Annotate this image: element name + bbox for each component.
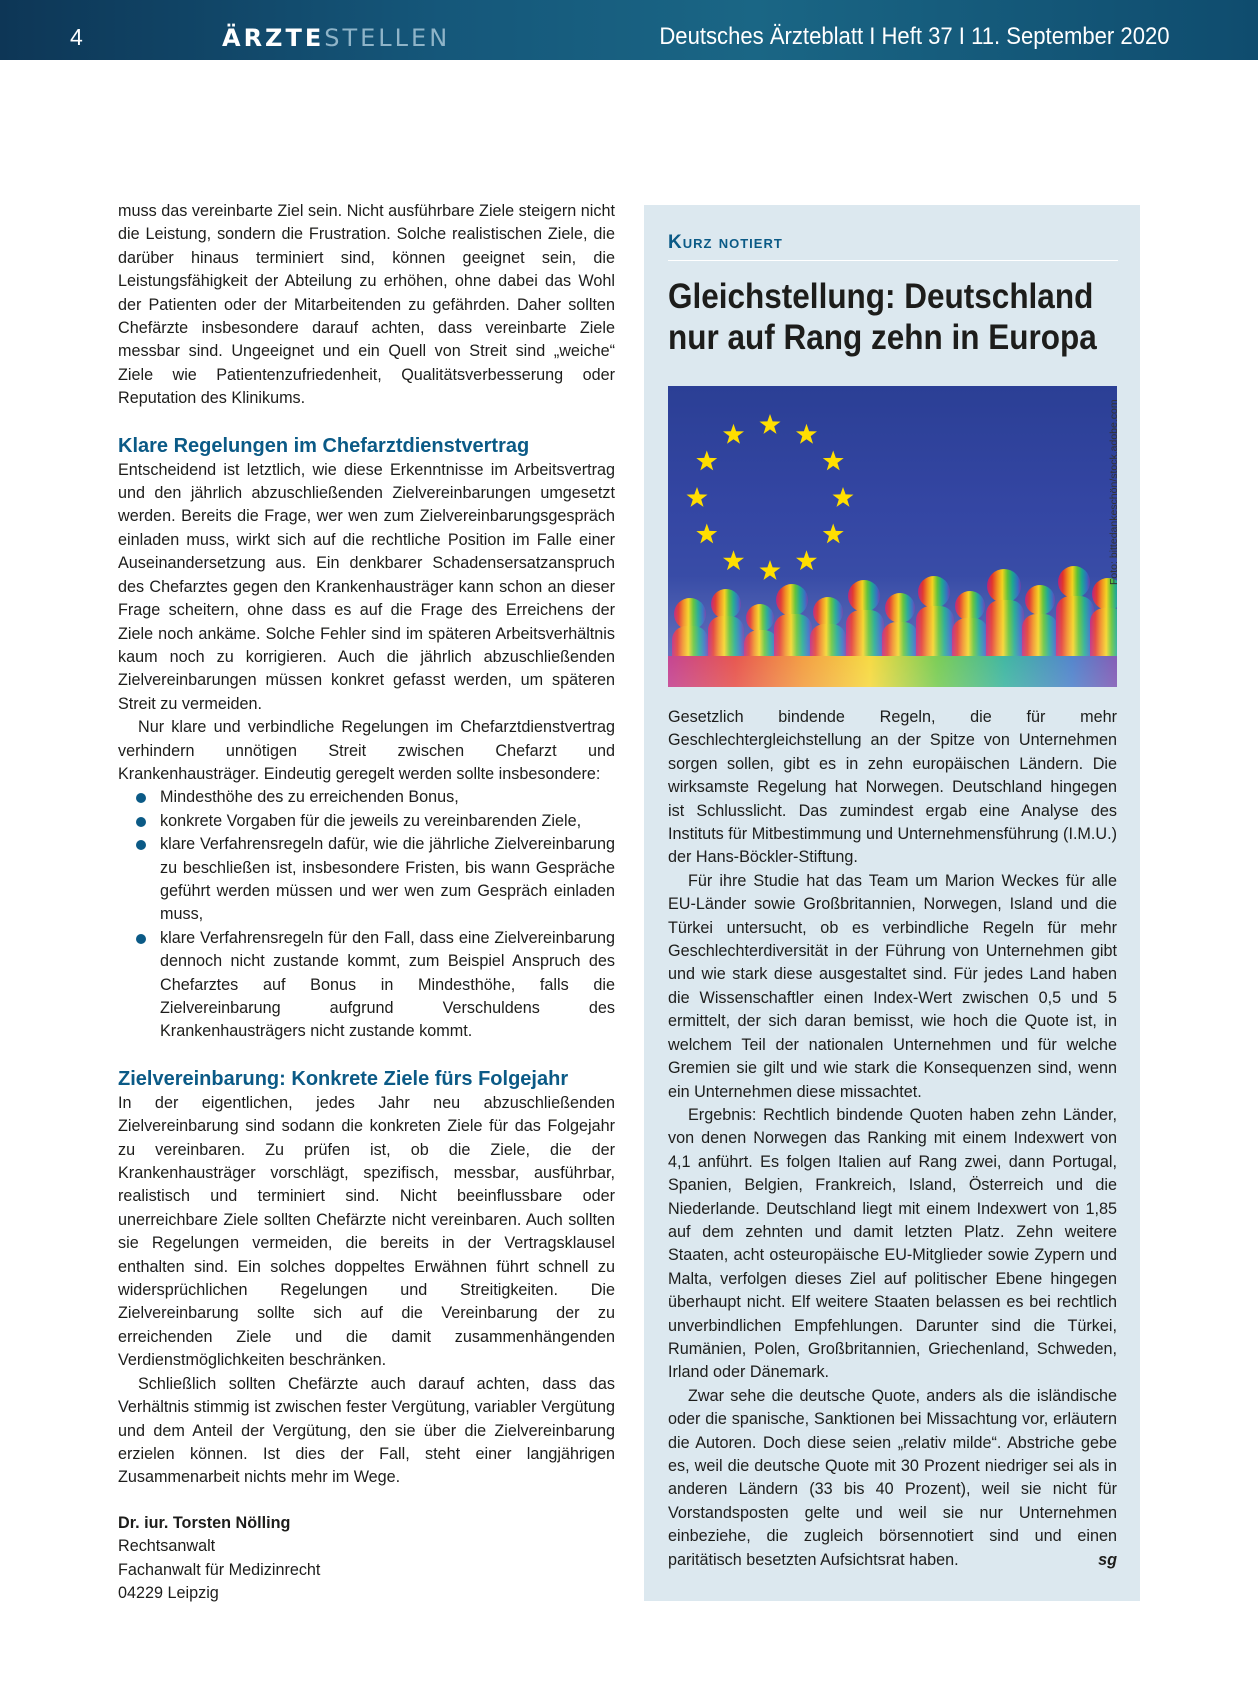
star-icon <box>823 451 844 471</box>
paragraph <box>668 1385 1117 1572</box>
bullet-icon <box>136 840 146 850</box>
eu-stars-graphic <box>668 386 1117 687</box>
list-item <box>118 833 615 927</box>
paragraph: Ergebnis: Rechtlich bindende Quoten haben zehn Länder, von denen Norwegen das Ranking mit einem Indexwert von 4,1 anführt. Es folgen Italien auf Rang zwei, dann Portugal, Spanien, Belgien, Frankreich, Island, Österreich und die Niederlande. Deutschland liegt mit einem Indexwert von 1,85 auf dem zehnten und damit letzten Platz. Zehn weitere Staaten, acht osteuropäische EU-Mitglieder sowie Zypern und Malta, verfolgen dieses Ziel auf politischer Ebene hingegen überhaupt nicht. Elf weitere Staaten belassen es bei rechtlich unverbindlichen Empfehlungen. Darunter sind die Türkei, Rumänien, Polen, Großbritannien, Griechenland, Schweden, Irland oder Dänemark. <box>668 1105 1117 1382</box>
logo-part-2: STELLEN <box>324 24 451 52</box>
headline-line-1: Gleichstellung: Deutschland <box>668 277 1094 316</box>
bullet-list <box>118 786 615 1043</box>
list-item <box>118 786 615 809</box>
list-item-text: konkrete Vorgaben für die jeweils zu vereinbarenden Ziele, <box>160 811 582 830</box>
author-specialty: Fachanwalt für Medizinrecht <box>118 1560 321 1579</box>
paragraph: Entscheidend ist letztlich, wie diese Erkenntnisse im Arbeitsvertrag und den jährlich abzuschließenden Zielvereinbarungen umgesetzt werden. Bereits die Frage, wer wen zum Zielvereinbarungsgespräch einladen muss, wirkt sich auf die rechtliche Position im Falle einer Auseinandersetzung aus. Ein denkbarer Schadensersatzanspruch des Chefarztes gegen den Krankenhausträger kann schon an dieser Frage scheitern, ohne dass es auf die Frage des Erreichens der Ziele noch ankäme. Solche Fehler sind im späteren Arbeitsverhältnis kaum noch zu korrigieren. Auch die jährlich abzuschließenden Zielvereinbarungen müssen konkret gefasst werden, um späteren Streit zu vermeiden. <box>118 460 615 713</box>
list-item <box>118 927 615 1044</box>
paragraph-text: Zwar sehe die deutsche Quote, anders als die isländische oder die spanische, Sanktionen bei Missachtung vor, erläutern die Autoren. Doch diese seien „relativ milde“. Abstriche gebe es, weil die deutsche Quote mit 30 Prozent niedriger sei als in anderen Ländern (33 bis 40 Prozent), weil sie nicht für Vorstandsposten gelte und weil sie nur Unternehmen einbeziehe, die zugleich börsennotiert sind und einen paritätisch besetzten Aufsichtsrat haben. <box>668 1386 1117 1569</box>
list-item <box>118 810 615 833</box>
paragraph: Schließlich sollten Chefärzte auch darauf achten, dass das Verhältnis stimmig ist zwischen fester Vergütung, variabler Vergütung und dem Anteil der Vergütung, den sie über die Zielvereinbarung erzielen können. Ist dies der Fall, steht einer langjährigen Zusammenarbeit nichts mehr im Wege. <box>118 1374 615 1487</box>
author-signature: sg <box>1098 1550 1117 1569</box>
star-icon <box>696 524 717 544</box>
author-name: Dr. iur. Torsten Nölling <box>118 1513 291 1532</box>
star-icon <box>723 550 744 570</box>
section-heading: Klare Regelungen im Chefarztdienstvertrag <box>118 434 530 457</box>
box-body <box>668 706 1117 1572</box>
news-box <box>644 205 1140 1601</box>
journal-issue: Deutsches Ärzteblatt I Heft 37 I 11. September 2020 <box>659 23 1170 50</box>
page-header <box>0 0 1258 60</box>
list-item-text: Mindesthöhe des zu erreichenden Bonus, <box>160 788 459 807</box>
star-icon <box>833 487 854 507</box>
paragraph: Gesetzlich bindende Regeln, die für mehr Geschlechtergleichstellung an der Spitze von Unternehmen sorgen sollen, gibt es in zehn europäischen Ländern. Die wirksamste Regelung hat Norwegen. Deutschland hingegen ist Schlusslicht. Das zumindest ergab eine Analyse des Instituts für Mitbestimmung und Unternehmensführung (I.M.U.) der Hans-Böckler-Stiftung. <box>668 708 1117 867</box>
paragraph: Nur klare und verbindliche Regelungen im Chefarztdienstvertrag verhindern unnötigen Streit zwischen Chefarzt und Krankenhausträger. Eindeutig geregelt werden sollte insbesondere: <box>118 718 615 783</box>
box-kicker: Kurz notiert <box>668 232 1118 261</box>
author-title: Rechtsanwalt <box>118 1537 216 1556</box>
author-location: 04229 Leipzig <box>118 1583 219 1602</box>
logo-part-1: ÄRZTE <box>222 24 325 52</box>
star-icon <box>796 550 817 570</box>
section-heading: Zielvereinbarung: Konkrete Ziele fürs Folgejahr <box>118 1067 569 1090</box>
box-headline <box>668 276 1097 358</box>
list-item-text: klare Verfahrensregeln für den Fall, dass eine Zielvereinbarung dennoch nicht zustande kommt, zum Beispiel Anspruch des Chefarztes auf Bonus in Mindesthöhe, falls die Zielvereinbarung aufgrund Verschuldens des Krankenhausträgers nicht zustande kommt. <box>160 928 615 1041</box>
star-icon <box>760 414 781 434</box>
paragraph: In der eigentlichen, jedes Jahr neu abzuschließenden Zielvereinbarung sind sodann die konkreten Ziele für das Folgejahr zu vereinbaren. Zu prüfen ist, ob die Ziele, die der Krankenhausträger vorschlägt, spezifisch, messbar, ausführbar, realistisch und terminiert sind. Nicht beeinflussbare oder unerreichbare Ziele sollten Chefärzte nicht vereinbaren. Auch sollten sie Regelungen vermeiden, die bereits in der Vertragsklausel enthalten sind. Ein solches doppeltes Erwähnen führt schnell zu widersprüchlichen Regelungen und Streitigkeiten. Die Zielvereinbarung sollte sich auf die Vereinbarung der zu erreichenden Ziele und die damit zusammenhängenden Verdienstmöglichkeiten beschränken. <box>118 1093 615 1370</box>
star-icon <box>687 487 708 507</box>
star-icon <box>696 451 717 471</box>
bullet-icon <box>136 934 146 944</box>
eu-flag-photo <box>668 386 1117 687</box>
article-column <box>118 200 615 1605</box>
paragraph: Für ihre Studie hat das Team um Marion Weckes für alle EU-Länder sowie Großbritannien, Norwegen, Island und die Türkei untersucht, ob es verbindliche Regeln für mehr Geschlechterdiversität in der Führung von Unternehmen gibt und wie stark diese ausgestaltet sind. Für jedes Land haben die Wissenschaftler einen Index-Wert zwischen 0,5 und 5 ermittelt, der sich daran bemisst, wie hoch die Quote ist, in welchem Teil der nationalen Unternehmen und für welche Gremien sie gilt und wie stark die Konsequenzen sind, wenn ein Unternehmen diese missachtet. <box>668 871 1117 1101</box>
star-icon <box>796 424 817 444</box>
star-icon <box>723 424 744 444</box>
author-block <box>118 1512 615 1606</box>
section-logo <box>222 24 450 52</box>
star-icon <box>823 524 844 544</box>
list-item-text: klare Verfahrensregeln dafür, wie die jährliche Zielvereinbarung zu beschließen ist, insbesondere Fristen, bis wann Gespräche geführt werden müssen und wer wen zum Gespräch einladen muss, <box>160 835 615 924</box>
page-number: 4 <box>70 24 83 50</box>
bullet-icon <box>136 793 146 803</box>
photo-credit: Foto: bittedankeschön/stock.adobe.com <box>1108 399 1120 585</box>
paragraph: muss das vereinbarte Ziel sein. Nicht ausführbare Ziele steigern nicht die Leistung, sondern die Frustration. Solche realistischen Ziele, die darüber hinaus terminiert sind, können geeignet sein, die Leistungsfähigkeit der Abteilung zu erhöhen, ohne dabei das Wohl der Patienten oder der Mitarbeitenden zu gefährden. Daher sollten Chefärzte insbesondere darauf achten, dass vereinbarte Ziele messbar sind. Ungeeignet und ein Quell von Streit sind „weiche“ Ziele wie Patientenzufriedenheit, Qualitätsverbesserung oder Reputation des Klinikums. <box>118 202 615 408</box>
bullet-icon <box>136 817 146 827</box>
headline-line-2: nur auf Rang zehn in Europa <box>668 318 1097 357</box>
